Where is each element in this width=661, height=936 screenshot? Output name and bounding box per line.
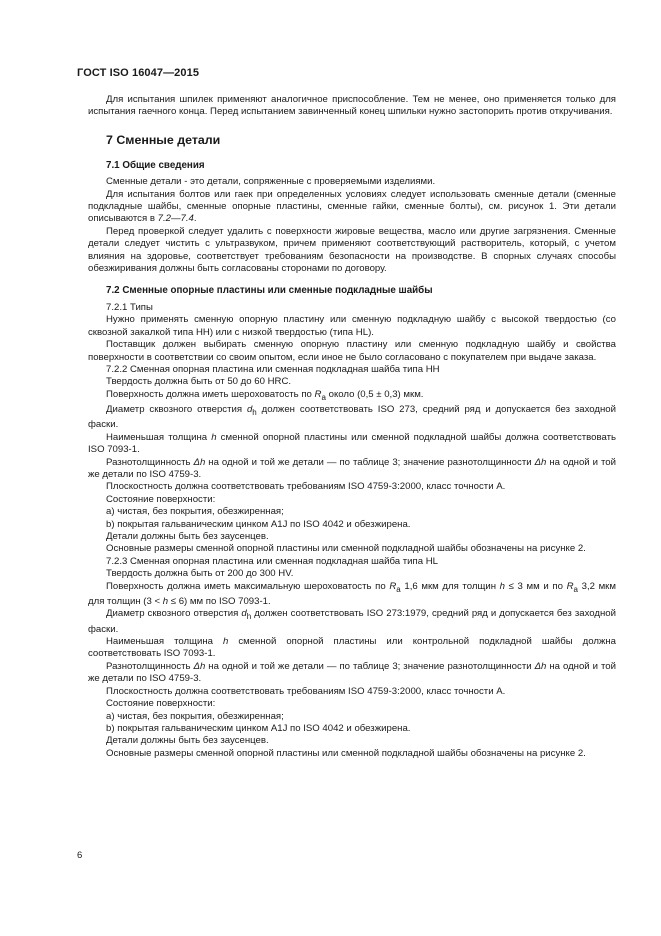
s722-state-item-a: а) чистая, без покрытия, обезжиренная; [106,506,284,518]
s721-paragraph-2: Поставщик должен выбирать сменную опорную пластину или сменную подкладную шайбу и свойства поверхности в соответствии со своим опытом, если иное не было согласовано с покупателем при выдаче заказа. [88,339,616,363]
s71-paragraph-3: Перед проверкой следует удалить с поверхности жировые вещества, масло или другие загрязнения. Сменные детали следует чистить с ультразвуком, причем применяют соответствующий растворитель, который, с учетом влияния на здоровье, соответствует требованиям безопасности на производстве. В спорных случаях способы обезжиривания должны быть согласованы сторонами по договору. [88,225,616,275]
section-7-2-1-title: 7.2.1 Типы [106,301,153,313]
s723-state-item-a: а) чистая, без покрытия, обезжиренная; [106,710,284,722]
s71-paragraph-2: Для испытания болтов или гаек при определенных условиях следует использовать сменные детали (сменные подкладные шайбы, сменные опорные пластины, сменные гайки, сменные болты), см. рисунок 1. Эти детали описываются в 7.2—7.4. [88,188,616,225]
section-7-title: 7 Сменные детали [106,132,221,147]
s722-roughness: Поверхность должна иметь шероховатость по $R_a$ около (0,5 ± 0,3) мкм. [106,388,424,402]
s722-hardness: Твердость должна быть от 50 до 60 HRC. [106,376,292,388]
s723-roughness: Поверхность должна иметь максимальную шероховатость по $R_a$ 1,6 мкм для толщин h ≤ 3 мм и по $R_a$ 3,2 мкм для толщин (3 < h ≤ 6) мм по ISO 7093-1. [88,580,616,607]
s722-hole-diameter: Диаметр сквозного отверстия $d_h$ должен соответствовать ISO 273, средний ряд и допускается без заходной фаски. [88,404,616,431]
reference: 7.2—7.4 [157,213,194,225]
s722-burrs: Детали должны быть без заусенцев. [106,531,269,542]
s71-paragraph-1: Сменные детали - это детали, сопряженные с проверяемыми изделиями. [106,176,436,188]
s723-dimensions: Основные размеры сменной опорной пластины или сменной подкладной шайбы обозначены на рисунке 2. [106,747,586,759]
page-content [88,94,616,760]
s723-hardness: Твердость должна быть от 200 до 300 HV. [106,568,294,580]
s721-paragraph-1: Нужно применять сменную опорную пластину или сменную подкладную шайбу с высокой твердостью (со сквозной закалкой типа НН) или с низкой твердостью (типа HL). [88,314,616,338]
page-header: ГОСТ ISO 16047—2015 [77,67,200,79]
s723-state-item-b: b) покрытая гальваническим цинком A1J по ISO 4042 и обезжирена. [106,722,411,734]
s723-thickness-variation: Разнотолщинность Δh на одной и той же детали — по таблице 3; значение разнотолщинности Δh на одной и той же детали по ISO 4759-3. [88,660,616,685]
section-7-2-title: 7.2 Сменные опорные пластины или сменные подкладные шайбы [106,285,433,297]
section-7-2-3-title: 7.2.3 Сменная опорная пластина или сменная подкладная шайба типа HL [106,555,438,567]
s722-state-item-b: b) покрытая гальваническим цинком A1J по ISO 4042 и обезжирена. [106,518,411,530]
s723-thickness: Наименьшая толщина h сменной опорной пластины или контрольной подкладной шайбы должна соответствовать ISO 7093-1. [88,636,616,660]
s723-hole-diameter: Диаметр сквозного отверстия $d_h$ должен соответствовать ISO 273:1979, средний ряд и допускается без заходной фаски. [88,608,616,635]
intro-paragraph: Для испытания шпилек применяют аналогичное приспособление. Тем не менее, оно применяется только для испытания гаечного конца. Перед испытанием завинченный конец шпильки нужно застопорить против откручивания. [88,94,616,118]
s722-thickness: Наименьшая толщина h сменной опорной пластины или сменной подкладной шайбы должна соответствовать ISO 7093-1. [88,431,616,456]
s723-surface-state: Состояние поверхности: [106,698,216,710]
s722-thickness-variation: Разнотолщинность Δh на одной и той же детали — по таблице 3; значение разнотолщинности Δh на одной и той же детали по ISO 4759-3. [88,456,616,480]
s723-flatness: Плоскостность должна соответствовать требованиям ISO 4759-3:2000, класс точности А. [106,685,506,697]
s722-flatness: Плоскостность должна соответствовать требованиям ISO 4759-3:2000, класс точности А. [106,481,506,493]
page-number: 6 [77,850,83,861]
s722-surface-state: Состояние поверхности: [106,493,216,505]
section-7-2-2-title: 7.2.2 Сменная опорная пластина или сменная подкладная шайба типа НН [106,363,440,375]
s722-dimensions: Основные размеры сменной опорной пластины или сменной подкладной шайбы обозначены на рисунке 2. [106,543,586,555]
s723-burrs: Детали должны быть без заусенцев. [106,735,269,747]
section-7-1-title: 7.1 Общие сведения [106,159,205,171]
